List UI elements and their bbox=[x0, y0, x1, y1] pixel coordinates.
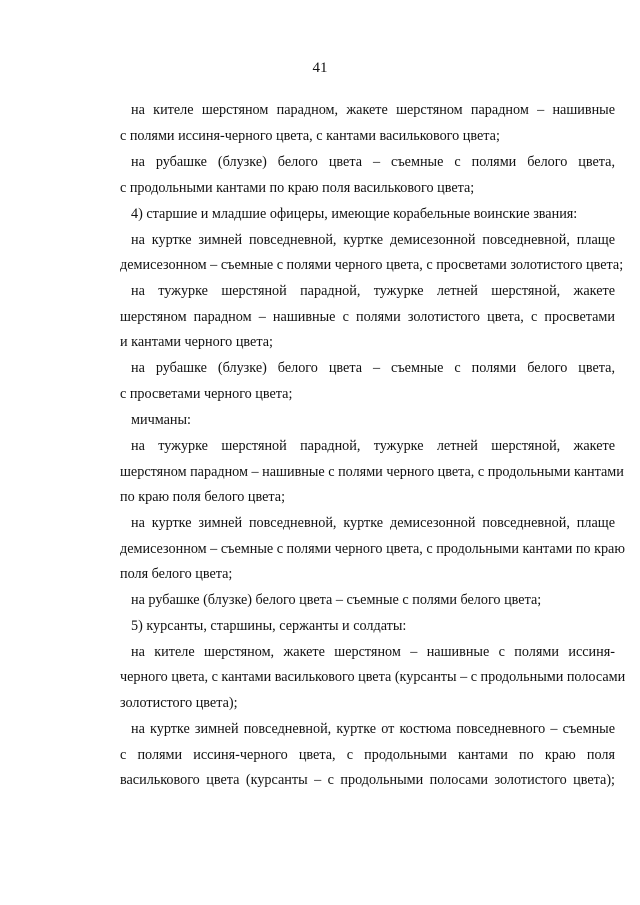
text-line-10: и кантами черного цвета; bbox=[120, 334, 273, 350]
text-line-2: с полями иссиня-черного цвета, с кантами василькового цвета; bbox=[120, 128, 500, 144]
text-line-1: на кителе шерстяном парадном, жакете шерстяном парадном – нашивные bbox=[131, 102, 615, 118]
text-line-8: на тужурке шерстяной парадной, тужурке летней шерстяной, жакете bbox=[131, 283, 615, 299]
text-line-14: на тужурке шерстяной парадной, тужурке летней шерстяной, жакете bbox=[131, 438, 615, 454]
page-number: 41 bbox=[312, 60, 328, 76]
text-line-18: демисезонном – съемные с полями черного цвета, с продольными кантами по краю bbox=[120, 541, 625, 557]
text-line-24: золотистого цвета); bbox=[120, 695, 238, 711]
text-line-17: на куртке зимней повседневной, куртке демисезонной повседневной, плаще bbox=[131, 515, 615, 531]
text-line-27: василькового цвета (курсанты – с продольными полосами золотистого цвета); bbox=[120, 772, 615, 788]
text-line-23: черного цвета, с кантами василькового цвета (курсанты – с продольными полосами bbox=[120, 669, 626, 685]
text-line-4: с продольными кантами по краю поля василькового цвета; bbox=[120, 180, 475, 196]
text-line-6: на куртке зимней повседневной, куртке демисезонной повседневной, плаще bbox=[131, 232, 615, 248]
text-line-9: шерстяном парадном – нашивные с полями золотистого цвета, с просветами bbox=[120, 309, 615, 325]
text-line-19: поля белого цвета; bbox=[120, 566, 233, 582]
text-line-13: мичманы: bbox=[131, 412, 191, 428]
text-line-16: по краю поля белого цвета; bbox=[120, 489, 286, 505]
text-line-7: демисезонном – съемные с полями черного цвета, с просветами золотистого цвета; bbox=[120, 257, 624, 273]
text-line-12: с просветами черного цвета; bbox=[120, 386, 293, 402]
text-line-22: на кителе шерстяном, жакете шерстяном – нашивные с полями иссиня- bbox=[131, 644, 615, 660]
text-line-21: 5) курсанты, старшины, сержанты и солдаты: bbox=[131, 618, 407, 634]
text-line-20: на рубашке (блузке) белого цвета – съемные с полями белого цвета; bbox=[131, 592, 542, 608]
text-line-25: на куртке зимней повседневной, куртке от костюма повседневного – съемные bbox=[131, 721, 615, 737]
text-line-5: 4) старшие и младшие офицеры, имеющие корабельные воинские звания: bbox=[131, 206, 578, 222]
text-line-15: шерстяном парадном – нашивные с полями черного цвета, с продольными кантами bbox=[120, 464, 624, 480]
text-line-3: на рубашке (блузке) белого цвета – съемные с полями белого цвета, bbox=[131, 154, 615, 170]
text-line-11: на рубашке (блузке) белого цвета – съемные с полями белого цвета, bbox=[131, 360, 615, 376]
text-line-26: с полями иссиня-черного цвета, с продольными кантами по краю поля bbox=[120, 747, 615, 763]
